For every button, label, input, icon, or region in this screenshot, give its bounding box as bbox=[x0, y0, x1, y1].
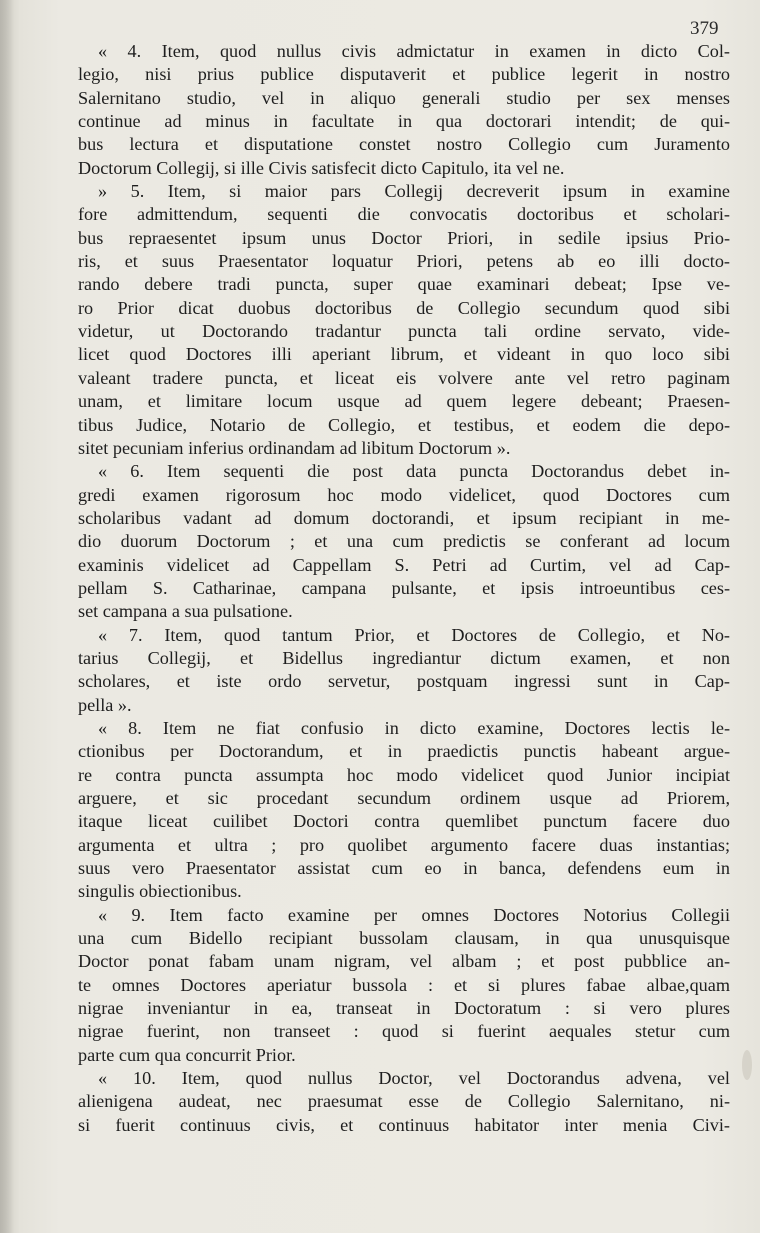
text-line: ctionibus per Doctorandum, et in praedictis punctis habeant argue- bbox=[78, 741, 730, 762]
text-line: « 8. Item ne fiat confusio in dicto examine, Doctores lectis le- bbox=[98, 717, 730, 738]
text-line: unam, et limitare locum usque ad quem legere debeant; Praesen- bbox=[78, 391, 730, 412]
text-line: ro Prior dicat duobus doctoribus de Collegio secundum quod sibi bbox=[78, 297, 730, 318]
text-line: una cum Bidello recipiant bussolam clausam, in qua unusquisque bbox=[78, 928, 730, 949]
text-line: si fuerit continuus civis, et continuus habitator inter menia Civi- bbox=[78, 1114, 730, 1135]
paragraph-6 bbox=[58, 904, 730, 1067]
text-line: arguere, et sic procedant secundum ordinem usque ad Priorem, bbox=[78, 788, 730, 808]
text-line: fore admittendum, sequenti die convocatis doctoribus et scholari- bbox=[78, 204, 730, 225]
text-line: pella ». bbox=[78, 694, 132, 715]
paragraph-3 bbox=[58, 460, 730, 623]
text-line: « 6. Item sequenti die post data puncta Doctorandus debet in- bbox=[98, 461, 730, 482]
text-line: argumenta et ultra ; pro quolibet argumento facere duas instantias; bbox=[78, 834, 730, 855]
paragraph-1 bbox=[58, 40, 730, 180]
paragraph-2 bbox=[58, 180, 730, 460]
text-line: continue ad minus in facultate in qua doctorari intendit; de qui- bbox=[78, 111, 730, 132]
text-line: Salernitano studio, vel in aliquo generali studio per sex menses bbox=[78, 87, 730, 108]
text-line: scholaribus vadant ad domum doctorandi, et ipsum recipiant in me- bbox=[78, 507, 730, 528]
text-line: suus vero Praesentator assistat cum eo in banca, defendens eum in bbox=[78, 858, 730, 879]
text-line: parte cum qua concurrit Prior. bbox=[78, 1044, 296, 1065]
text-line: set campana a sua pulsatione. bbox=[78, 601, 293, 622]
text-line: valeant tradere puncta, et liceat eis volvere ante vel retro paginam bbox=[78, 367, 730, 388]
text-line: pellam S. Catharinae, campana pulsante, et ipsis introeuntibus ces- bbox=[78, 577, 730, 598]
text-line: Doctorum Collegij, si ille Civis satisfecit dicto Capitulo, ita vel ne. bbox=[78, 157, 565, 178]
text-line: re contra puncta assumpta hoc modo videlicet quod Junior incipiat bbox=[78, 764, 730, 785]
text-line: legio, nisi prius publice disputaverit et publice legerit in nostro bbox=[78, 64, 730, 85]
text-line: licet quod Doctores illi aperiant librum, et videant in quo loco sibi bbox=[78, 344, 730, 365]
text-line: « 9. Item facto examine per omnes Doctores Notorius Collegii bbox=[98, 904, 730, 925]
text-line: alienigena audeat, nec praesumat esse de Collegio Salernitano, ni- bbox=[78, 1091, 730, 1112]
text-line: singulis obiectionibus. bbox=[78, 881, 242, 902]
paragraph-4 bbox=[58, 624, 730, 717]
paper-smudge bbox=[742, 1050, 752, 1080]
text-line: examinis videlicet ad Cappellam S. Petri ad Curtim, vel ad Cap- bbox=[78, 554, 730, 575]
text-line: bus repraesentet ipsum unus Doctor Priori, in sedile ipsius Prio- bbox=[78, 227, 730, 248]
text-line: « 10. Item, quod nullus Doctor, vel Doctorandus advena, vel bbox=[98, 1068, 730, 1089]
text-line: scholares, et iste ordo servetur, postquam ingressi sunt in Cap- bbox=[78, 671, 730, 692]
text-line: nigrae fuerint, non transeet : quod si fuerint aequales stetur cum bbox=[78, 1021, 730, 1042]
text-line: gredi examen rigorosum hoc modo videlicet, quod Doctores cum bbox=[78, 484, 730, 505]
page-number: 379 bbox=[690, 18, 719, 39]
text-line: nigrae inveniantur in ea, transeat in Doctoratum : si vero plures bbox=[78, 998, 730, 1019]
text-line: dio duorum Doctorum ; et una cum predictis se conferant ad locum bbox=[78, 531, 730, 552]
text-line: rando debere tradi puncta, super quae examinari debeat; Ipse ve- bbox=[78, 274, 730, 295]
text-line: itaque liceat cuilibet Doctori contra quemlibet punctum facere duo bbox=[78, 811, 730, 832]
paragraph-5 bbox=[58, 717, 730, 904]
text-line: bus lectura et disputatione constet nostro Collegio cum Juramento bbox=[78, 134, 730, 155]
body-text bbox=[58, 40, 730, 1137]
paragraph-7 bbox=[58, 1067, 730, 1137]
binding-shadow bbox=[0, 0, 14, 1233]
text-line: tibus Judice, Notario de Collegio, et testibus, et eodem die depo- bbox=[78, 414, 730, 435]
text-line: « 7. Item, quod tantum Prior, et Doctores de Collegio, et No- bbox=[98, 624, 730, 645]
text-line: « 4. Item, quod nullus civis admictatur in examen in dicto Col- bbox=[98, 41, 730, 61]
text-line: te omnes Doctores aperiatur bussola : et si plures fabae albae,quam bbox=[78, 974, 730, 995]
text-line: sitet pecuniam inferius ordinandam ad libitum Doctorum ». bbox=[78, 437, 511, 458]
text-line: tarius Collegij, et Bidellus ingrediantur dictum examen, et non bbox=[78, 647, 730, 668]
text-line: videtur, ut Doctorando tradantur puncta tali ordine servato, vide- bbox=[78, 321, 730, 342]
text-line: » 5. Item, si maior pars Collegij decreverit ipsum in examine bbox=[98, 181, 730, 202]
text-line: Doctor ponat fabam unam nigram, vel albam ; et post pubblice an- bbox=[78, 951, 730, 972]
text-line: ris, et suus Praesentator loquatur Priori, petens ab eo illi docto- bbox=[78, 251, 730, 272]
